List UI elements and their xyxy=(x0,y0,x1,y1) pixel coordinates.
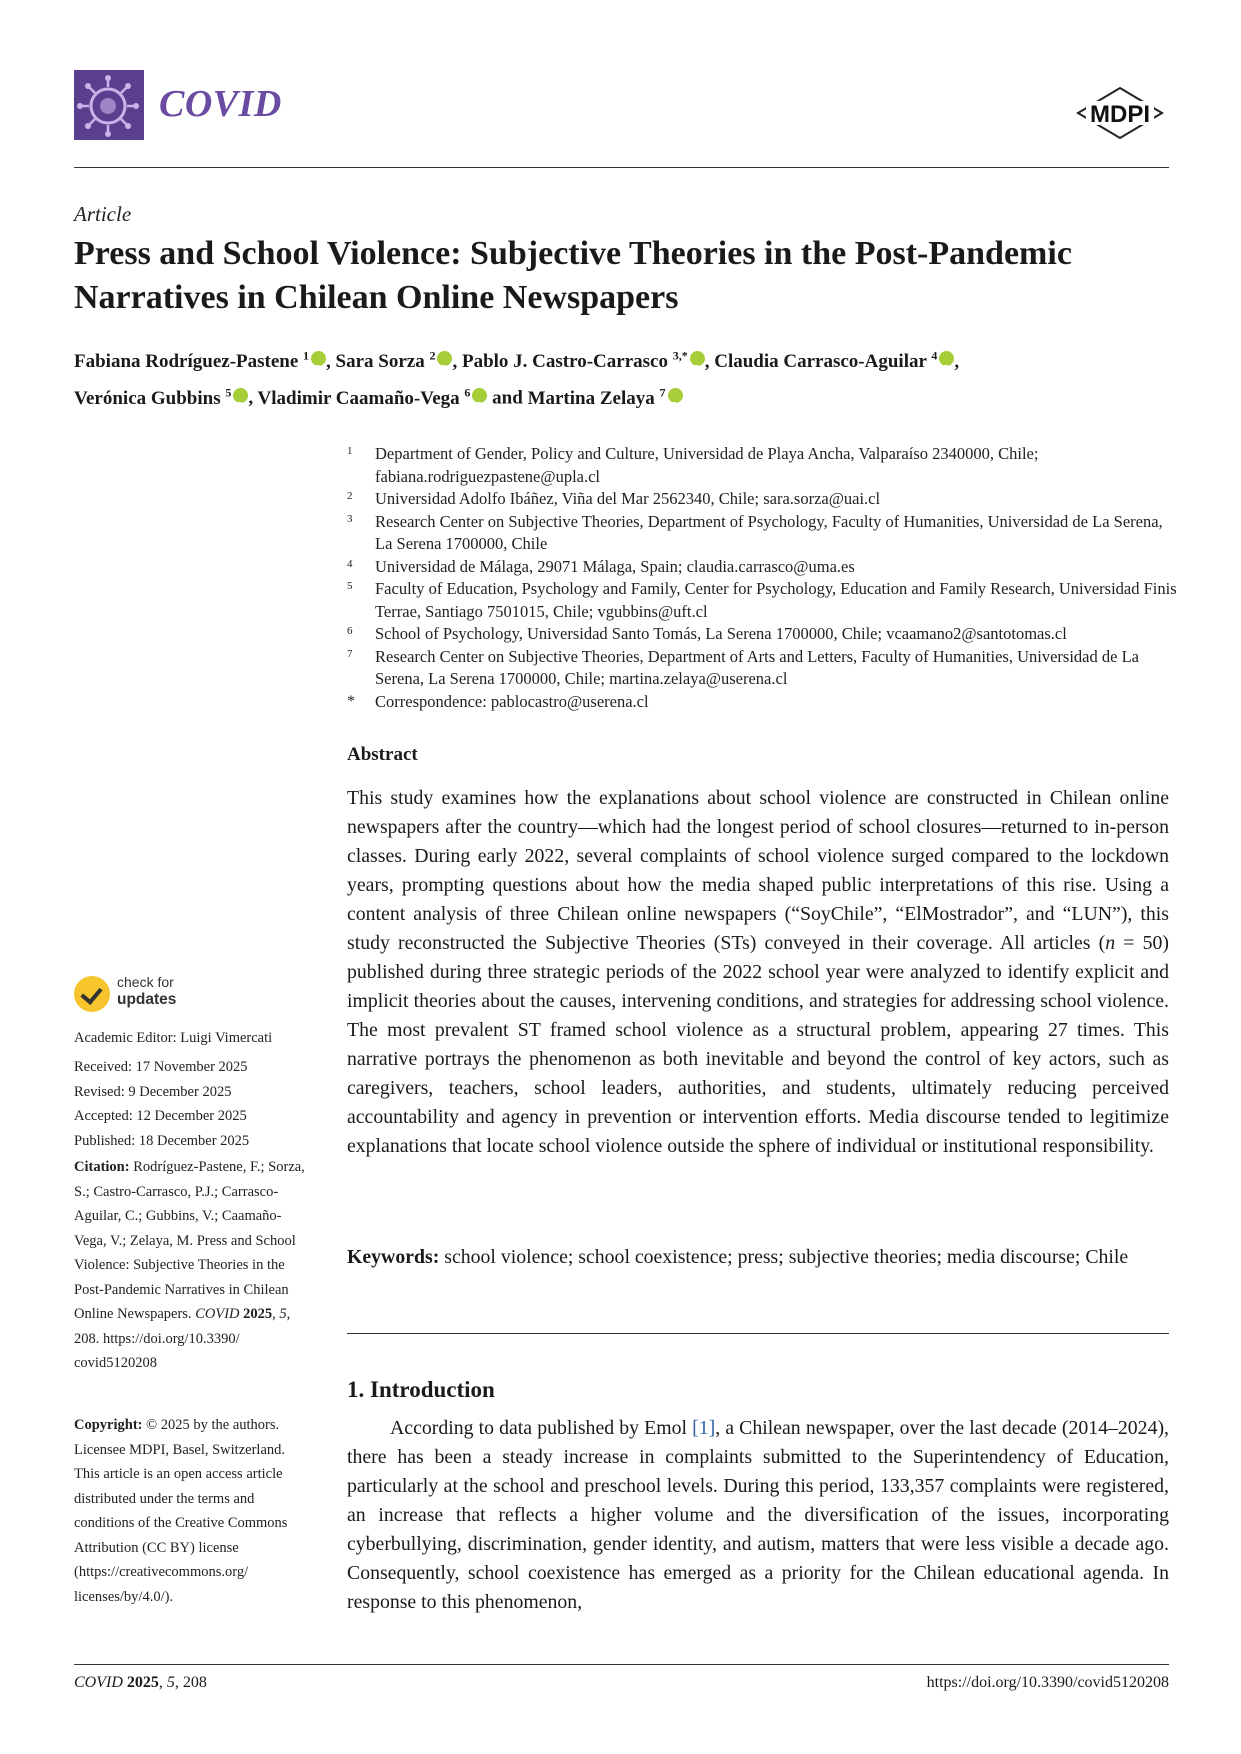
article-title: Press and School Violence: Subjective Theories in the Post-Pandemic Narratives in Chilean Online Newspapers xyxy=(74,235,1072,316)
affiliation: 3 Research Center on Subjective Theories, Department of Psychology, Faculty of Humanities, Universidad de La Serena, La Serena 1700000, Chile xyxy=(347,511,1163,553)
author[interactable]: Fabiana Rodríguez-Pastene $^1$iD xyxy=(74,351,326,372)
check-for-updates-badge[interactable]: check for updates xyxy=(74,974,214,1014)
virus-icon xyxy=(74,70,144,140)
checkmark-icon xyxy=(74,976,110,1012)
mdpi-logo xyxy=(1074,86,1166,145)
journal-logo xyxy=(74,70,144,140)
affiliation: 2 Universidad Adolfo Ibáñez, Viña del Mar 2562340, Chile; sara.sorza@uai.cl xyxy=(347,489,881,508)
publication-dates: Received: 17 November 2025 Revised: 9 December 2025 Accepted: 12 December 2025 Published: 18 December 2025 xyxy=(74,1059,250,1149)
abstract-heading: Abstract xyxy=(347,744,418,765)
author[interactable]: Martina Zelaya $^7$iD xyxy=(528,388,683,409)
footer-divider xyxy=(74,1664,1169,1665)
author[interactable]: Pablo J. Castro-Carrasco $^{3,*}$iD xyxy=(462,351,705,372)
reference-link[interactable]: [1] xyxy=(692,1417,716,1439)
orcid-icon[interactable] xyxy=(233,388,248,403)
author[interactable]: Vladimir Caamaño-Vega $^6$iD xyxy=(258,388,488,409)
orcid-icon[interactable] xyxy=(437,351,452,366)
copyright: Copyright: © 2025 by the authors. Licensee MDPI, Basel, Switzerland. This article is an open access article distributed under the terms and conditions of the Creative Commons Attribution (CC BY) license (https://creativecommons.org/ licenses/by/4.0/). xyxy=(74,1417,288,1605)
academic-editor: Academic Editor: Luigi Vimercati xyxy=(74,1030,273,1046)
citation: Citation: Rodríguez-Pastene, F.; Sorza, S.; Castro-Carrasco, P.J.; Carrasco-Aguilar, C.; Gubbins, V.; Caamaño-Vega, V.; Zelaya, M. Press and School Violence: Subjective Theories in the Post-Pandemic Narratives in Chilean Online Newspapers. COVID 2025, 5, 208. https://doi.org/10.3390/ covid5120208 xyxy=(74,1159,305,1371)
introduction-paragraph: According to data published by Emol [1], a Chilean newspaper, over the last decade (2014–2024), there has been a steady increase in complaints submitted to the Superintendency of Education, particularly at the school and preschool levels. During this period, 133,357 complaints were registered, an increase that reflects a higher volume and the diversification of the issues, incorporating cyberbullying, discrimination, gender identity, and autism, matters that were less visible a decade ago. Consequently, school coexistence has emerged as a priority for the Chilean educational agenda. In response to this phenomenon, xyxy=(347,1417,1169,1613)
journal-name: COVID xyxy=(159,83,282,125)
affiliation: 7 Research Center on Subjective Theories, Department of Arts and Letters, Faculty of Humanities, Universidad de La Serena, La Serena 1700000, Chile; martina.zelaya@userena.cl xyxy=(347,646,1139,688)
affiliation: 4 Universidad de Málaga, 29071 Málaga, Spain; claudia.carrasco@uma.es xyxy=(347,556,855,576)
header-divider xyxy=(74,167,1169,168)
author[interactable]: Verónica Gubbins $^5$iD xyxy=(74,388,248,409)
orcid-icon[interactable] xyxy=(311,351,326,366)
publisher-name: MDPI xyxy=(1090,101,1150,128)
affiliation: 6 School of Psychology, Universidad Santo Tomás, La Serena 1700000, Chile; vcaamano2@santotomas.cl xyxy=(347,624,1067,643)
footer-doi[interactable]: https://doi.org/10.3390/covid5120208 xyxy=(926,1674,1169,1691)
footer-citation: COVID 2025, 5, 208 xyxy=(74,1674,207,1691)
orcid-icon[interactable] xyxy=(939,351,954,366)
abstract-text: This study examines how the explanations about school violence are constructed in Chilean online newspapers after the country—which had the longest period of school closures—returned to in-person classes. During early 2022, several complaints of school violence surged compared to the lockdown years, prompting questions about how the media shaped public interpretations of this rise. Using a content analysis of three Chilean online newspapers (“SoyChile”, “ElMostrador”, and “LUN”), this study reconstructed the Subjective Theories (STs) conveyed in their coverage. All articles (n = 50) published during three strategic periods of the 2022 school year were analyzed to identify explicit and implicit theories about the causes, intervening conditions, and strategies for addressing school violence. The most prevalent ST framed school violence as a structural problem, appearing 27 times. This narrative portrays the phenomenon as both inevitable and beyond the control of key actors, such as caregivers, teachers, school leaders, authorities, and students, ultimately reducing perceived accountability and agency in prevention or intervention efforts. Media discourse tended to legitimize explanations that locate school violence outside the sphere of individual or institutional responsibility. xyxy=(347,787,1170,1157)
author[interactable]: Sara Sorza $^2$iD xyxy=(336,351,453,372)
affiliation: 1 Department of Gender, Policy and Culture, Universidad de Playa Ancha, Valparaíso 2340000, Chile; fabiana.rodriguezpastene@upla.cl xyxy=(347,444,1039,486)
article-type: Article xyxy=(74,202,132,226)
orcid-icon[interactable] xyxy=(690,351,705,366)
abstract-divider xyxy=(347,1333,1169,1334)
affiliation-list xyxy=(347,443,1177,713)
affiliation: 5 Faculty of Education, Psychology and Family, Center for Psychology, Education and Family Research, Universidad Finis Terrae, Santiago 7501015, Chile; vgubbins@uft.cl xyxy=(347,579,1177,621)
section-heading-introduction: 1. Introduction xyxy=(347,1377,495,1402)
author-list: Fabiana Rodríguez-Pastene $^1$iD , Sara Sorza $^2$iD , Pablo J. Castro-Carrasco $^{3,*}$iD , Claudia Carrasco-Aguilar $^4$iD , Verónica Gubbins $^5$iD , Vladimir Caamaño-Vega $^6$iD and Martina Zelaya $^7$iD xyxy=(74,341,1174,414)
correspondence: * Correspondence: pablocastro@userena.cl xyxy=(347,691,649,711)
author[interactable]: Claudia Carrasco-Aguilar $^4$iD xyxy=(714,351,954,372)
orcid-icon[interactable] xyxy=(668,388,683,403)
orcid-icon[interactable] xyxy=(472,388,487,403)
keywords: Keywords: school violence; school coexistence; press; subjective theories; media discourse; Chile xyxy=(347,1246,1129,1268)
